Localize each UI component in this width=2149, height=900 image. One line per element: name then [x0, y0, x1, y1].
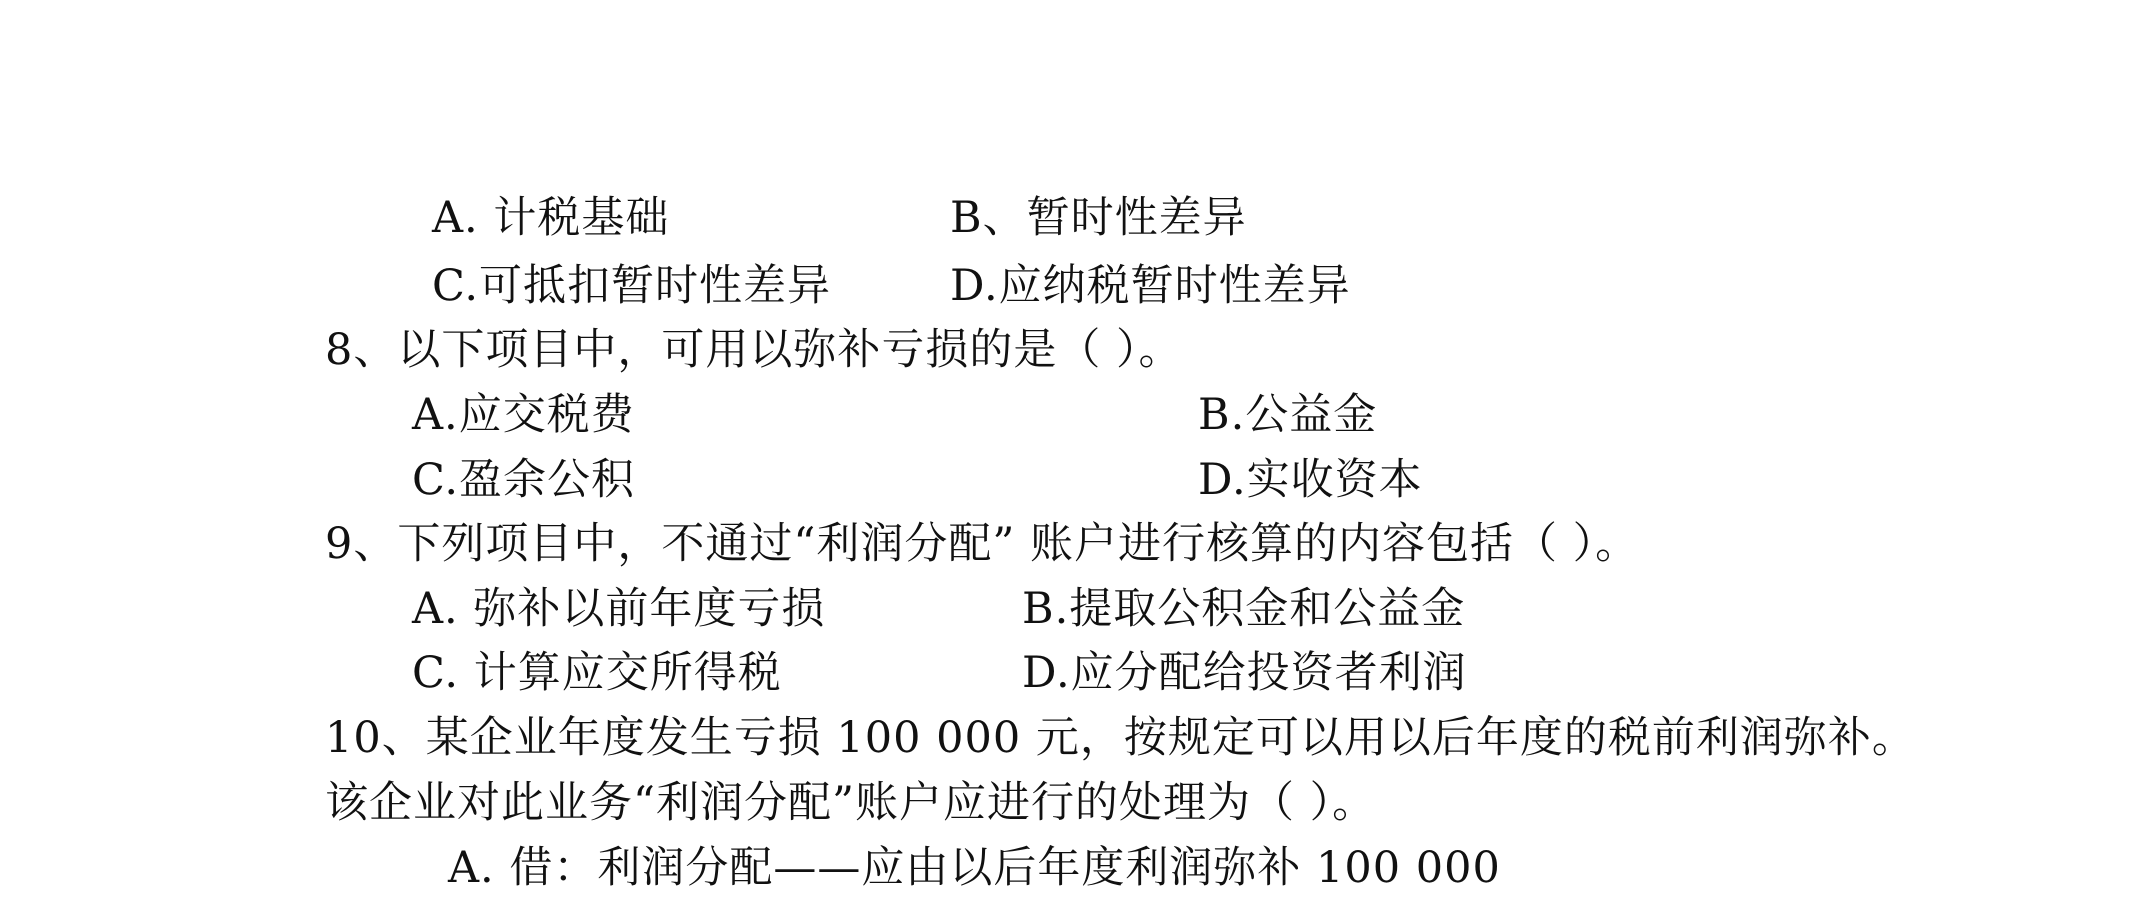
- q8-option-a: A.应交税费: [412, 390, 635, 440]
- q10-stem-line1: 10、某企业年度发生亏损 100 000 元，按规定可以用以后年度的税前利润弥补。: [325, 713, 1916, 763]
- q7-option-c: C.可抵扣暂时性差异: [432, 261, 832, 311]
- q7-option-d: D.应纳税暂时性差异: [950, 261, 1351, 311]
- q8-option-c: C.盈余公积: [412, 455, 636, 505]
- q10-stem-line2: 该企业对此业务“利润分配”账户应进行的处理为（ ）。: [325, 778, 1377, 828]
- q8-stem: 8、以下项目中，可用以弥补亏损的是（ ）。: [325, 325, 1183, 375]
- q7-option-b: B、暂时性差异: [950, 193, 1247, 243]
- q10-option-a: A. 借：利润分配——应由以后年度利润弥补 100 000: [448, 843, 1501, 893]
- q8-option-b: B.公益金: [1198, 390, 1378, 440]
- q9-stem: 9、下列项目中，不通过“利润分配” 账户进行核算的内容包括（ ）。: [325, 519, 1640, 569]
- q9-option-c: C. 计算应交所得税: [412, 648, 782, 698]
- q9-option-a: A. 弥补以前年度亏损: [412, 584, 826, 634]
- q9-option-b: B.提取公积金和公益金: [1022, 584, 1466, 634]
- q8-option-d: D.实收资本: [1198, 455, 1423, 505]
- q9-option-d: D.应分配给投资者利润: [1022, 648, 1467, 698]
- q7-option-a: A. 计税基础: [432, 193, 670, 243]
